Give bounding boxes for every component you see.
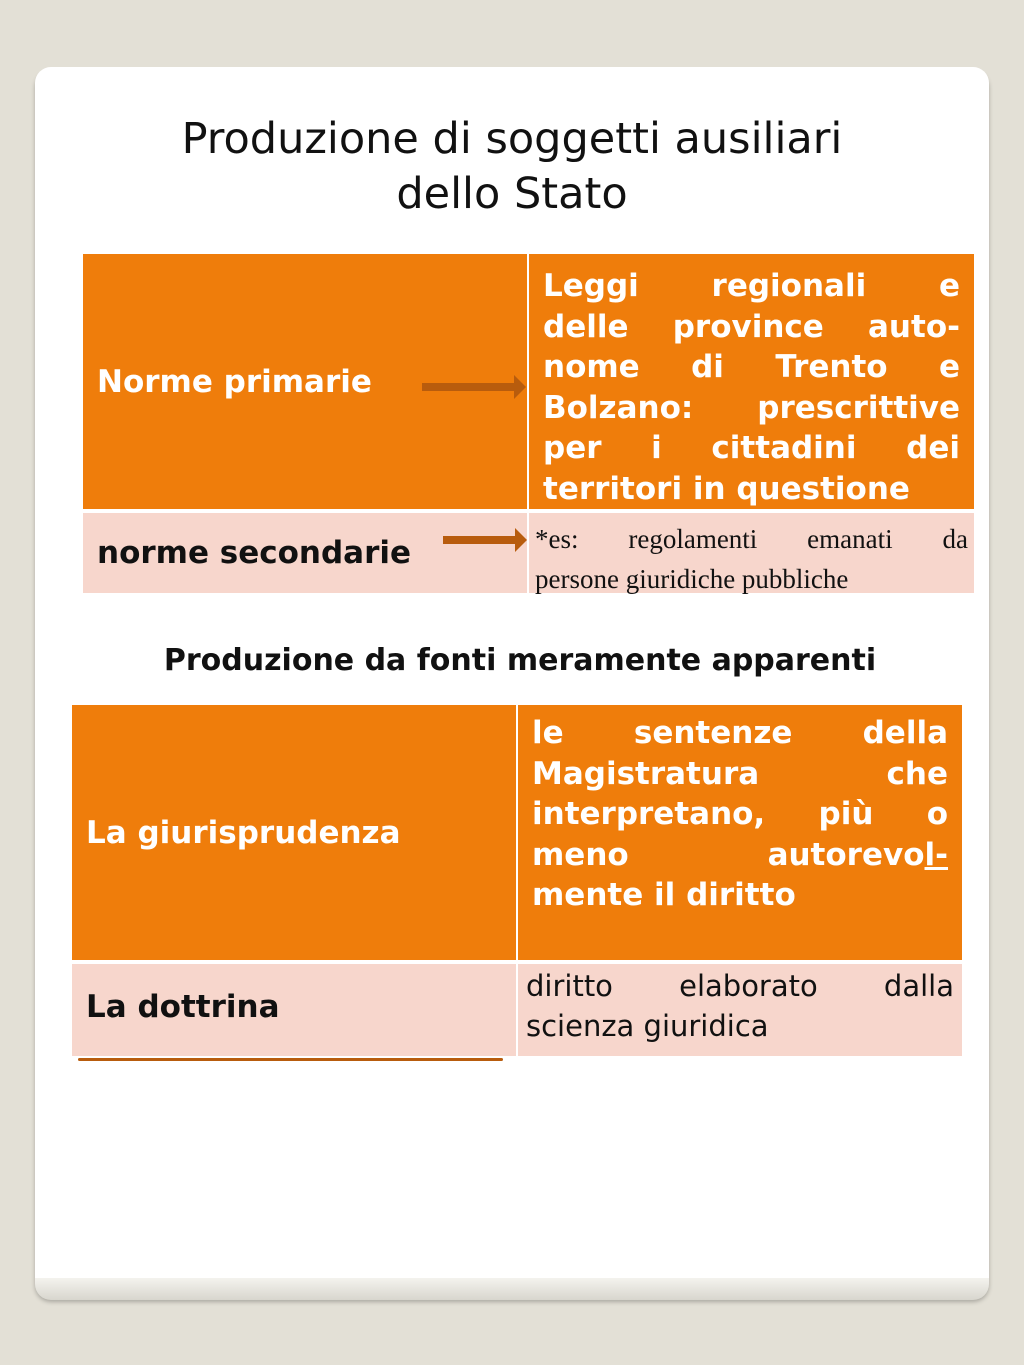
norme-secondarie-cell bbox=[83, 513, 527, 593]
desc-line: Bolzano: prescrittive bbox=[543, 389, 960, 426]
norme-secondarie-description bbox=[529, 513, 974, 593]
norme-secondarie-label: norme secondarie bbox=[97, 535, 412, 571]
dottrina-cell bbox=[72, 964, 516, 1056]
desc-line: persone giuridiche pubbliche bbox=[535, 564, 849, 594]
section-subtitle: Produzione da fonti meramente apparenti bbox=[163, 643, 877, 678]
desc-line bbox=[532, 835, 948, 876]
giurisprudenza-description bbox=[518, 705, 962, 960]
dottrina-description bbox=[518, 964, 962, 1056]
desc-line: per i cittadini dei bbox=[543, 430, 960, 467]
underline-rule bbox=[78, 1058, 503, 1061]
slide-shadow bbox=[35, 1278, 989, 1300]
giurisprudenza-label: La giurisprudenza bbox=[86, 814, 401, 851]
dottrina-label: La dottrina bbox=[86, 989, 280, 1025]
title-line-1: Produzione di soggetti ausiliari bbox=[181, 114, 843, 164]
arrow-right-icon bbox=[443, 527, 529, 553]
desc-line-text: meno autorevo bbox=[532, 836, 925, 873]
hyphen-text: l- bbox=[924, 836, 948, 873]
desc-line: Magistratura che bbox=[532, 755, 948, 792]
desc-line: diritto elaborato dalla bbox=[526, 969, 954, 1003]
desc-line: nome di Trento e bbox=[543, 349, 960, 386]
desc-line: delle province auto- bbox=[543, 308, 960, 345]
arrow-right-icon bbox=[422, 374, 528, 400]
slide-title bbox=[35, 112, 989, 222]
desc-line: Leggi regionali e bbox=[543, 268, 960, 304]
title-line-2: dello Stato bbox=[396, 169, 628, 219]
desc-line: interpretano, più o bbox=[532, 796, 948, 833]
norme-primarie-label: Norme primarie bbox=[97, 363, 372, 400]
slide-card bbox=[35, 67, 989, 1297]
desc-line: *es: regolamenti emanati da bbox=[535, 524, 968, 554]
desc-line: le sentenze della bbox=[532, 715, 948, 751]
desc-line: mente il diritto bbox=[532, 877, 796, 914]
norme-primarie-description bbox=[529, 254, 974, 509]
giurisprudenza-cell bbox=[72, 705, 516, 960]
desc-line: territori in questione bbox=[543, 470, 910, 507]
desc-line: scienza giuridica bbox=[526, 1009, 769, 1043]
